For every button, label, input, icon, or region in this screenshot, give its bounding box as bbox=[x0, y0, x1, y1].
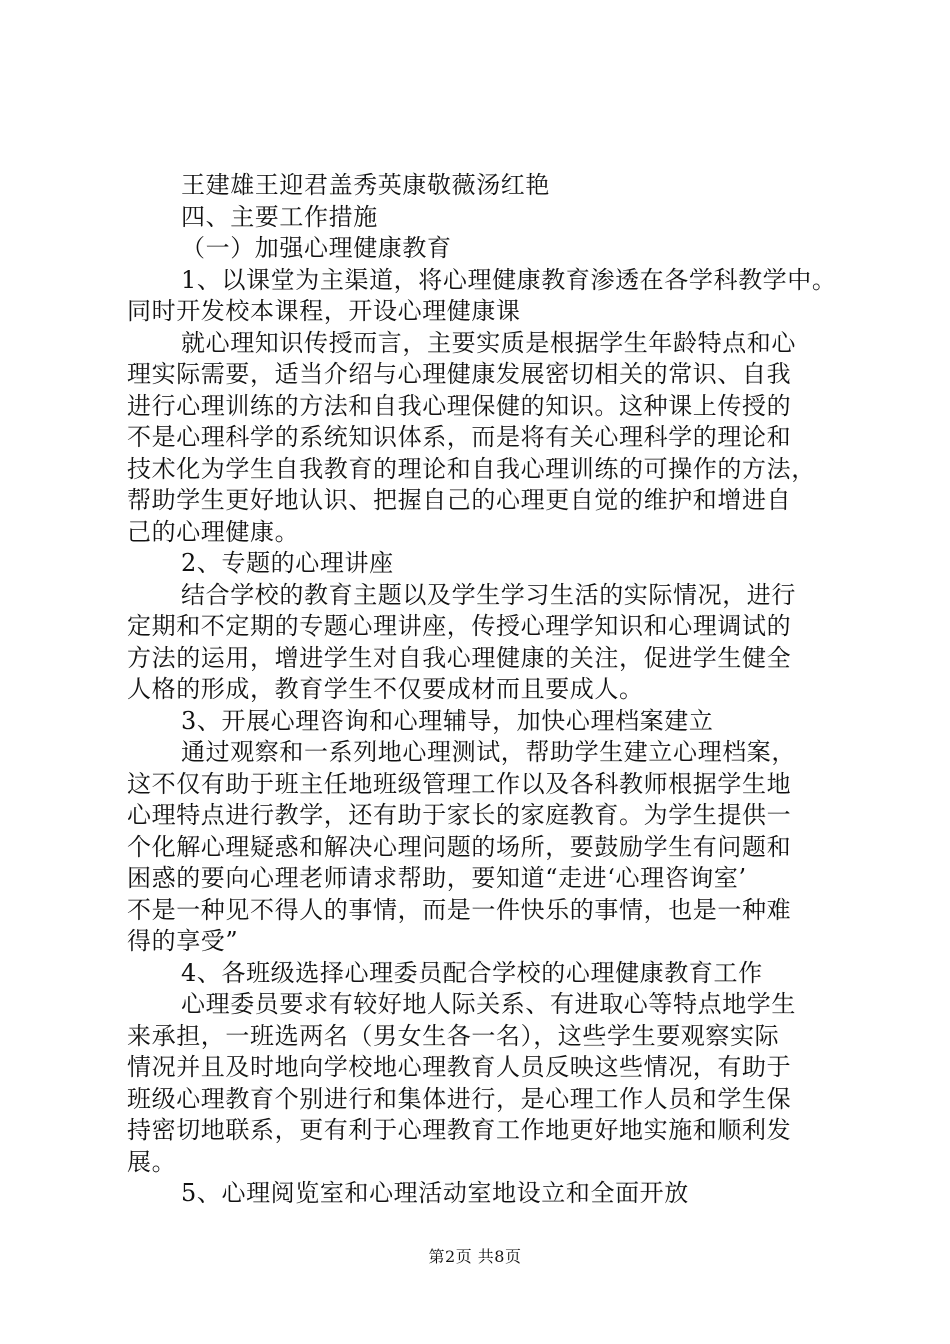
text-line: 心理委员要求有较好地人际关系、有进取心等特点地学生 bbox=[181, 990, 796, 1018]
text-line: 心理特点进行教学，还有助于家长的家庭教育。为学生提供一 bbox=[127, 801, 792, 829]
text-line: 进行心理训练的方法和自我心理保健的知识。这种课上传授的 bbox=[127, 391, 792, 420]
text-line: 困惑的要向心理老师请求帮助，要知道“走进‘心理咨询室’ bbox=[127, 864, 747, 892]
text-line: 个化解心理疑惑和解决心理问题的场所，要鼓励学生有问题和 bbox=[127, 832, 792, 861]
text-line: 2、专题的心理讲座 bbox=[181, 549, 394, 577]
text-line: 同时开发校本课程，开设心理健康课 bbox=[127, 297, 521, 325]
text-line: 不是一种见不得人的事情，而是一件快乐的事情，也是一种难 bbox=[127, 895, 792, 924]
text-line: 不是心理科学的系统知识体系，而是将有关心理科学的理论和 bbox=[127, 423, 792, 451]
text-line: 4、各班级选择心理委员配合学校的心理健康教育工作 bbox=[181, 958, 763, 987]
text-line: 1、以课堂为主渠道，将心理健康教育渗透在各学科教学中。 bbox=[181, 265, 837, 294]
text-line: 3、开展心理咨询和心理辅导，加快心理档案建立 bbox=[181, 706, 714, 735]
text-line: 己的心理健康。 bbox=[127, 517, 300, 546]
page-footer: 第2页 共8页 bbox=[428, 1247, 522, 1266]
text-line: 这不仅有助于班主任地班级管理工作以及各科教师根据学生地 bbox=[127, 769, 792, 798]
text-line: 理实际需要，适当介绍与心理健康发展密切相关的常识、自我 bbox=[127, 360, 792, 388]
text-line: 来承担，一班选两名（男女生各一名），这些学生要观察实际 bbox=[127, 1021, 780, 1050]
text-line: 通过观察和一系列地心理测试，帮助学生建立心理档案， bbox=[181, 738, 796, 766]
text-line: （一）加强心理健康教育 bbox=[181, 234, 452, 262]
text-line: 技术化为学生自我教育的理论和自我心理训练的可操作的方法， bbox=[127, 454, 816, 483]
text-line: 定期和不定期的专题心理讲座，传授心理学知识和心理调试的 bbox=[127, 612, 792, 640]
text-line: 情况并且及时地向学校地心理教育人员反映这些情况，有助于 bbox=[127, 1053, 792, 1081]
text-line: 结合学校的教育主题以及学生学习生活的实际情况，进行 bbox=[181, 580, 796, 609]
text-line: 就心理知识传授而言，主要实质是根据学生年龄特点和心 bbox=[181, 328, 796, 357]
text-line: 人格的形成，教育学生不仅要成材而且要成人。 bbox=[127, 675, 644, 703]
text-line: 5、心理阅览室和心理活动室地设立和全面开放 bbox=[181, 1179, 689, 1207]
text-line: 王建雄王迎君盖秀英康敬薇汤红艳 bbox=[181, 171, 550, 199]
text-line: 得的享受” bbox=[127, 927, 239, 955]
text-line: 四、主要工作措施 bbox=[181, 202, 378, 231]
document-body bbox=[127, 170, 837, 1210]
text-line: 帮助学生更好地认识、把握自己的心理更自觉的维护和增进自 bbox=[127, 486, 792, 514]
text-line: 方法的运用，增进学生对自我心理健康的关注，促进学生健全 bbox=[127, 643, 792, 672]
text-line: 班级心理教育个别进行和集体进行，是心理工作人员和学生保 bbox=[127, 1084, 792, 1113]
text-line: 持密切地联系，更有利于心理教育工作地更好地实施和顺利发 bbox=[127, 1116, 792, 1144]
text-line: 展。 bbox=[127, 1147, 177, 1176]
